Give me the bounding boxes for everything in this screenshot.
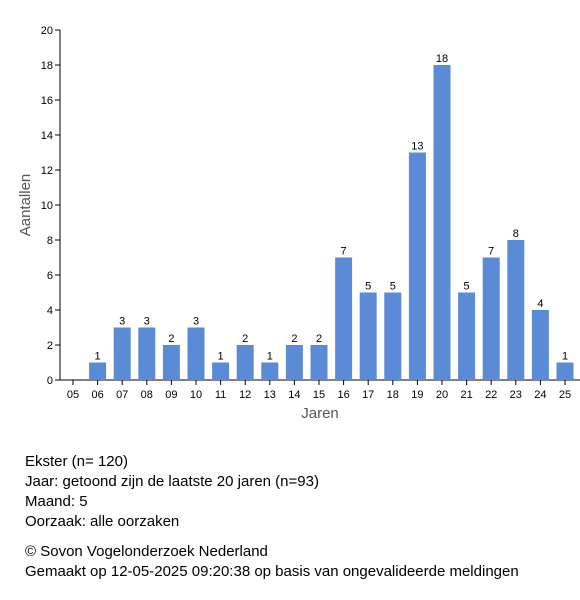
bar-value-label: 3	[119, 315, 126, 328]
bar-value-label: 2	[315, 333, 323, 345]
x-tick-label: 14	[288, 389, 301, 401]
x-axis-title: Jaren	[301, 405, 339, 422]
x-tick-label: 05	[66, 389, 80, 401]
y-tick-label: 2	[46, 340, 53, 352]
bar-value-label: 18	[435, 53, 449, 65]
x-tick-label: 15	[312, 389, 326, 401]
bar-value-label: 5	[463, 280, 470, 293]
bar-value-label: 1	[94, 350, 101, 363]
y-tick-label: 20	[40, 25, 53, 37]
x-tick-label: 23	[509, 389, 522, 401]
bar	[286, 345, 303, 380]
y-axis-title: Aantallen	[17, 173, 34, 237]
bar	[261, 363, 278, 381]
bar-value-label: 2	[242, 333, 249, 345]
month-line: Maand: 5	[25, 493, 88, 510]
bar-value-label: 2	[168, 333, 175, 345]
bar	[360, 293, 377, 381]
bar-value-label: 1	[561, 350, 569, 363]
bar	[409, 153, 426, 381]
bar	[89, 363, 106, 381]
x-tick-label: 06	[91, 389, 104, 401]
x-tick-label: 11	[214, 389, 227, 401]
y-tick-label: 6	[46, 270, 53, 282]
bar	[335, 258, 352, 381]
bar	[114, 328, 131, 381]
bar	[557, 363, 574, 381]
bar-value-label: 7	[488, 245, 495, 258]
x-tick-label: 17	[362, 389, 375, 401]
bar-value-label: 1	[266, 350, 273, 363]
x-tick-label: 07	[116, 389, 129, 401]
cause-line: Oorzaak: alle oorzaken	[25, 513, 180, 530]
x-tick-label: 08	[140, 389, 153, 401]
bar	[138, 328, 155, 381]
bar	[507, 240, 524, 380]
bar	[237, 345, 254, 380]
x-tick-label: 25	[558, 389, 572, 401]
y-tick-label: 0	[46, 375, 53, 387]
x-tick-label: 22	[485, 389, 498, 401]
x-tick-label: 16	[337, 389, 350, 401]
x-tick-label: 10	[189, 389, 203, 401]
year-line: Jaar: getoond zijn de laatste 20 jaren (n=93)	[25, 473, 319, 490]
y-tick-label: 8	[46, 235, 53, 247]
bar	[311, 345, 328, 380]
x-tick-label: 21	[460, 389, 473, 401]
bar-value-label: 1	[217, 350, 224, 363]
bar-value-label: 5	[365, 280, 372, 293]
bars	[89, 65, 573, 380]
species-line: Ekster (n= 120)	[25, 453, 128, 470]
x-tick-label: 24	[534, 389, 547, 401]
bar-value-label: 7	[340, 245, 347, 258]
x-tick-label: 19	[411, 389, 424, 401]
y-tick-label: 10	[40, 200, 53, 212]
y-tick-label: 18	[40, 60, 53, 72]
bar-value-label: 2	[291, 333, 298, 345]
generated-line: Gemaakt op 12-05-2025 09:20:38 op basis van ongevalideerde meldingen	[25, 563, 519, 580]
x-tick-label: 09	[165, 389, 178, 401]
bar	[163, 345, 180, 380]
y-tick-label: 14	[40, 130, 53, 142]
x-tick-label: 20	[435, 389, 449, 401]
bar	[188, 328, 205, 381]
bar-value-label: 3	[143, 315, 150, 328]
x-tick-label: 18	[386, 389, 399, 401]
bar-value-label: 5	[389, 280, 396, 293]
bar	[458, 293, 475, 381]
copyright-line: © Sovon Vogelonderzoek Nederland	[25, 543, 268, 560]
bar	[483, 258, 500, 381]
bar-value-label: 13	[411, 140, 424, 153]
bar-value-label: 4	[537, 298, 544, 310]
bar-value-label: 3	[192, 315, 200, 328]
y-tick-label: 12	[40, 165, 53, 177]
x-axis	[60, 380, 580, 401]
x-tick-label: 13	[263, 389, 276, 401]
x-tick-label: 12	[239, 389, 252, 401]
bar	[212, 363, 229, 381]
y-axis	[41, 25, 60, 387]
bar-value-label: 8	[512, 228, 519, 240]
bar	[434, 65, 451, 380]
bar	[532, 310, 549, 380]
info-block	[25, 452, 319, 532]
credit-block	[25, 542, 519, 582]
y-tick-label: 16	[40, 95, 53, 107]
y-tick-label: 4	[46, 305, 53, 317]
bar	[384, 293, 401, 381]
